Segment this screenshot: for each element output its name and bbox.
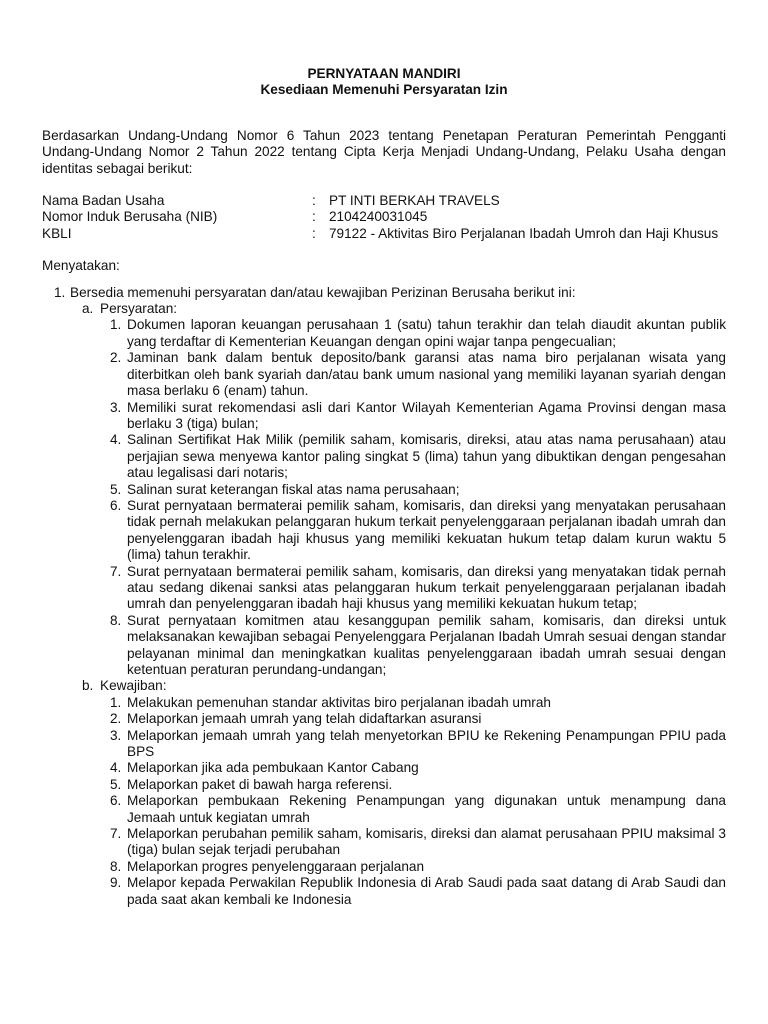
item-marker: 2. — [110, 711, 122, 727]
list-item — [42, 875, 726, 908]
list-item — [42, 793, 726, 826]
item-marker: 3. — [110, 399, 122, 415]
list-item — [42, 826, 726, 859]
list-marker: 1. — [54, 284, 66, 300]
identity-table — [42, 193, 726, 242]
item-marker: 6. — [110, 497, 122, 513]
list-item — [42, 777, 726, 793]
section-marker: a. — [82, 301, 94, 317]
main-list-item — [42, 285, 726, 908]
identity-label: Nama Badan Usaha — [42, 193, 165, 209]
item-marker: 4. — [110, 432, 122, 448]
item-text: Dokumen laporan keuangan perusahaan 1 (satu) tahun terakhir dan telah diaudit akuntan publik yang terdaftar di Kementerian Keuangan dengan opini wajar tanpa pengecualian; — [127, 317, 726, 349]
item-text: Melaporkan paket di bawah harga referensi. — [127, 776, 393, 792]
item-text: Melapor kepada Perwakilan Republik Indonesia di Arab Saudi pada saat datang di Arab Saudi dan pada saat akan kembali ke Indonesia — [127, 875, 726, 907]
item-text: Memiliki surat rekomendasi asli dari Kantor Wilayah Kementerian Agama Provinsi dengan masa berlaku 3 (tiga) bulan; — [127, 399, 726, 431]
list-item — [42, 728, 726, 761]
item-marker: 2. — [110, 350, 122, 366]
item-marker: 4. — [110, 760, 122, 776]
item-text: Surat pernyataan komitmen atau kesanggupan pemilik saham, komisaris, dan direksi untuk melaksanakan kewajiban sebagai Penyelenggara Perjalanan Ibadah Umrah sesuai dengan standar pelayanan minimal dan meningkatkan kualitas penyelenggaraan ibadah umrah sesuai dengan ketentuan peraturan perundang-undangan; — [127, 612, 726, 677]
identity-label: KBLI — [42, 225, 72, 241]
requirement-list — [42, 317, 726, 678]
list-item — [42, 350, 726, 399]
item-text: Melakukan pemenuhan standar aktivitas biro perjalanan ibadah umrah — [127, 694, 551, 710]
list-item — [42, 482, 726, 498]
identity-colon: : — [312, 225, 316, 241]
identity-colon: : — [312, 209, 316, 225]
list-item — [42, 400, 726, 433]
item-text: Melaporkan progres penyelenggaraan perjalanan — [127, 858, 425, 874]
item-text: Jaminan bank dalam bentuk deposito/bank garansi atas nama biro perjalanan wisata yang diterbitkan oleh bank syariah dan/atau bank umum nasional yang memiliki layanan syariah dengan masa berlaku 6 (enam) tahun. — [127, 350, 726, 399]
identity-row — [42, 193, 726, 209]
identity-value: 79122 - Aktivitas Biro Perjalanan Ibadah Umroh dan Haji Khusus — [329, 225, 719, 241]
section-heading: Kewajiban: — [100, 678, 167, 694]
item-marker: 5. — [110, 481, 122, 497]
item-marker: 7. — [110, 563, 122, 579]
item-marker: 8. — [110, 858, 122, 874]
item-marker: 5. — [110, 776, 122, 792]
identity-value: PT INTI BERKAH TRAVELS — [329, 193, 500, 209]
identity-row — [42, 226, 726, 242]
item-text: Melaporkan jemaah umrah yang telah menyetorkan BPIU ke Rekening Penampungan PPIU pada BPS — [127, 727, 726, 760]
item-marker: 8. — [110, 612, 122, 628]
main-list — [42, 285, 726, 908]
list-item — [42, 498, 726, 564]
section-marker: b. — [82, 678, 94, 694]
document-subtitle: Kesediaan Memenuhi Persyaratan Izin — [260, 82, 508, 98]
document-title: PERNYATAAN MANDIRI — [307, 66, 461, 81]
list-item — [42, 760, 726, 776]
list-item — [42, 613, 726, 679]
item-text: Melaporkan jika ada pembukaan Kantor Cabang — [127, 760, 419, 776]
section-item — [42, 678, 726, 908]
item-marker: 7. — [110, 826, 122, 842]
identity-value: 2104240031045 — [329, 209, 428, 225]
list-item — [42, 317, 726, 350]
identity-row — [42, 209, 726, 225]
list-item — [42, 695, 726, 711]
item-text: Melaporkan jemaah umrah yang telah didaftarkan asuransi — [127, 711, 482, 727]
requirement-list — [42, 695, 726, 908]
item-text: Salinan Sertifikat Hak Milik (pemilik saham, komisaris, direksi, atau atas nama perusahaan) atau perjajian sewa menyewa kantor paling singkat 5 (lima) tahun yang dibuktikan dengan pengesahan atau legalisasi dari notaris; — [127, 432, 726, 481]
item-marker: 9. — [110, 875, 122, 891]
section-list — [42, 301, 726, 908]
intro-paragraph: Berdasarkan Undang-Undang Nomor 6 Tahun 2023 tentang Penetapan Peraturan Pemerintah Pengganti Undang-Undang Nomor 2 Tahun 2022 tentang Cipta Kerja Menjadi Undang-Undang, Pelaku Usaha dengan identitas sebagai berikut: — [42, 127, 726, 176]
list-item — [42, 564, 726, 613]
item-marker: 3. — [110, 727, 122, 743]
item-text: Surat pernyataan bermaterai pemilik saham, komisaris, dan direksi yang menyatakan perusahaan tidak pernah melakukan pelanggaran hukum terkait penyelenggaraan perjalanan ibadah umrah dan penyelenggaran ibadah haji khusus yang memiliki kekuatan hukum tetap dalam kurun waktu 5 (lima) tahun terakhir. — [127, 497, 726, 563]
section-item — [42, 301, 726, 678]
item-text: Melaporkan perubahan pemilik saham, komisaris, direksi dan alamat perusahaan PPIU maksimal 3 (tiga) bulan sejak terjadi perubahan — [127, 826, 726, 858]
item-marker: 6. — [110, 793, 122, 809]
item-marker: 1. — [110, 317, 122, 333]
list-item — [42, 432, 726, 481]
list-item — [42, 859, 726, 875]
item-text: Surat pernyataan bermaterai pemilik saham, komisaris, dan direksi yang menyatakan tidak pernah atau sedang dikenai sanksi atas pelanggaran hukum terkait penyelenggaraan perjalanan ibadah umrah dan penyelenggaran ibadah haji khusus yang memiliki kekuatan hukum tetap; — [127, 563, 726, 612]
list-item — [42, 711, 726, 727]
item-marker: 1. — [110, 694, 122, 710]
section-heading: Persyaratan: — [100, 301, 178, 317]
identity-label: Nomor Induk Berusaha (NIB) — [42, 209, 218, 225]
list-item-text: Bersedia memenuhi persyaratan dan/atau kewajiban Perizinan Berusaha berikut ini: — [70, 284, 576, 300]
declaration-label: Menyatakan: — [42, 258, 120, 274]
item-text: Salinan surat keterangan fiskal atas nama perusahaan; — [127, 481, 460, 497]
identity-colon: : — [312, 193, 316, 209]
item-text: Melaporkan pembukaan Rekening Penampungan yang digunakan untuk menampung dana Jemaah untuk kegiatan umrah — [127, 793, 726, 825]
